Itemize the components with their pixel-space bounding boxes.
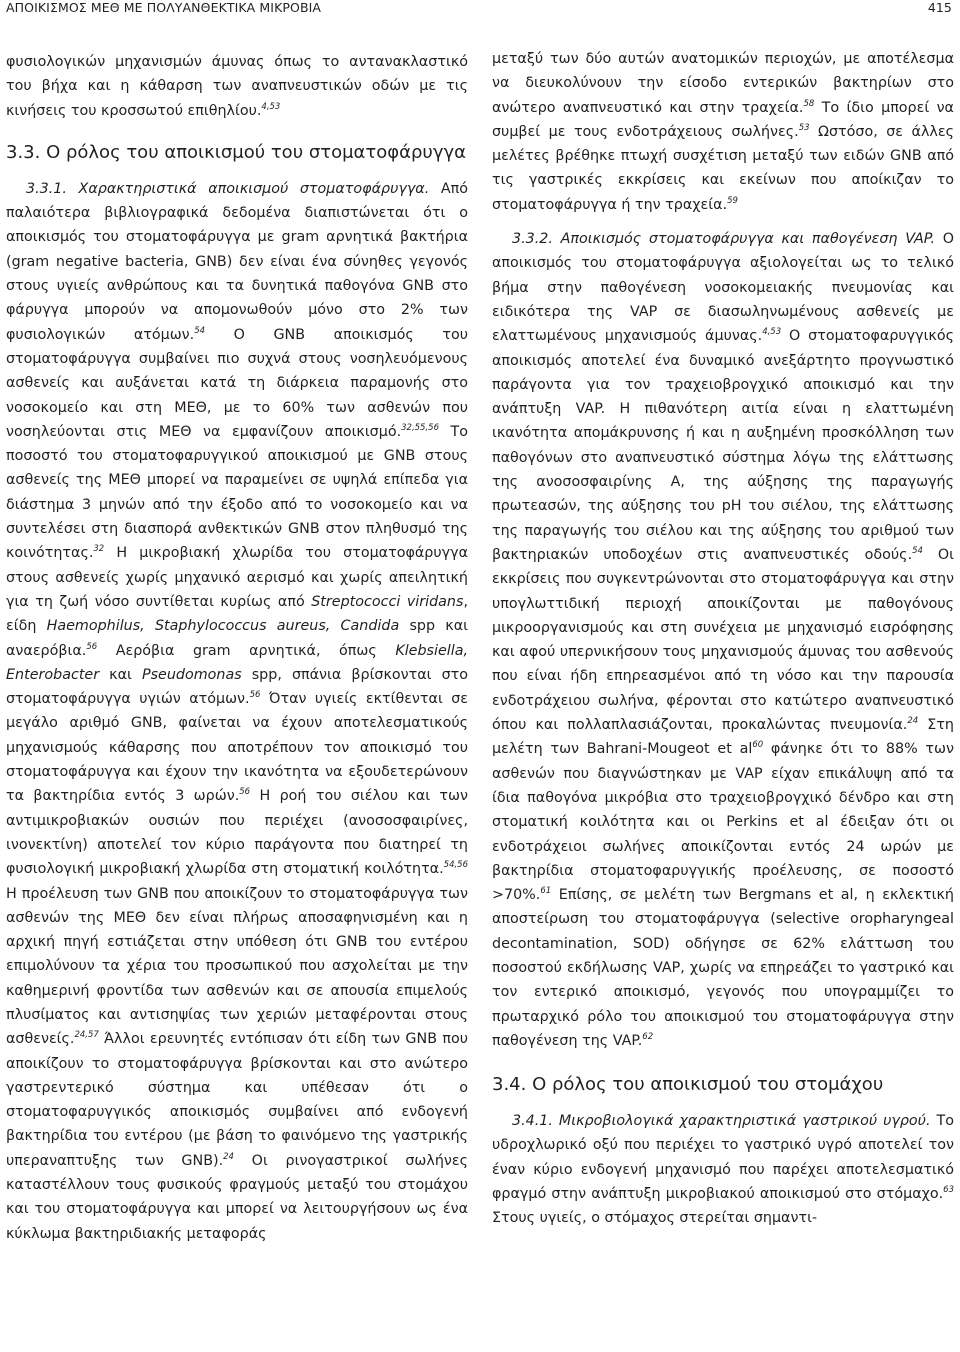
running-title: ΑΠΟΙΚΙΣΜΟΣ ΜΕΘ ΜΕ ΠΟΛΥΑΝΘΕΚΤΙΚΑ ΜΙΚΡΟΒΙΑ [6,0,322,15]
left-column [6,50,468,1246]
running-head [6,0,952,22]
subsection-heading: 3.3.2. Αποικισμός στοματοφάρυγγα και παθογένεση VAP. [512,231,935,248]
paragraph: φυσιολογικών μηχανισμών άμυνας όπως το αντανακλαστικό του βήχα και η κάθαρση των αναπνευστικών οδών με τις κινήσεις του κροσσωτού επιθηλίου.$^{4,53}$ [6,54,468,119]
subsection-heading: 3.4.1. Μικροβιολογικά χαρακτηριστικά γαστρικού υγρού. [512,1113,931,1130]
page-number: 415 [927,0,952,15]
section-heading: 3.3. Ο ρόλος του αποικισμού του στοματοφάρυγγα [6,141,467,163]
right-column [492,47,954,1231]
paragraph: 3.3.2. Αποικισμός στοματοφάρυγγα και παθογένεση VAP. Ο αποικισμός του στοματοφάρυγγα αξιολογείται ως το τελικό βήμα στην παθογένεση νοσοκομειακής πνευμονίας και ειδικότερα της VAP σε διασωληνωμένους ασθενείς με ελαττωμένους μηχανισμούς άμυνας.$^{4,53}$ Ο στοματοφαρυγγικός αποικισμός αποτελεί ένα δυναμικό ανεξάρτητο προγνωστικό παράγοντα για τον τραχειοβρογχικό αποικισμό και την ανάπτυξη VAP. Η πιθανότερη αιτία είναι η ελαττωμένη ικανότητα απομάκρυνσης ή και η αυξημένη προσκόλληση των παθογόνων στο αναπνευστικό σύστημα λόγω της ελάττωσης της ανοσοσφαιρίνης Α, της αύξησης της παραγωγής πρωτεασών, της αύξησης του pH του σιέλου, της ελάττωσης της παραγωγής του σιέλου και της αύξησης του αριθμού των βακτηριακών υποδοχέων στις αναπνευστικές οδούς.$^{54}$ Οι εκκρίσεις που συγκεντρώνονται στο στοματοφάρυγγα και στην υπογλωττιδική περιοχή αποικίζονται με παθογόνους μικροοργανισμούς και στη συνέχεια με μηχανισμό εισρόφησης και αφού υπερνικήσουν τους μηχανισμούς άμυνας του ασθενούς που είναι ήδη επηρεασμένοι από τη νόσο και την παρουσία ενδοτράχειου σωλήνα, φέρονται στο κατώτερο αναπνευστικό όπου και πολλαπλασιάζονται, προκαλώντας πνευμονία.$^{24}$ Στη μελέτη των Bahrani-Mougeot et $al^{60}$ φάνηκε ότι το 88% των ασθενών που διαγνώστηκαν με VAP είχαν επικάλυψη από τα ίδια παθογόνα μικρόβια στο τραχειοβρογχικό δένδρο και στη στοματική κοιλότητα και οι Perkins et al έδειξαν ότι οι ενδοτράχειοι σωλήνες αποικίζονται εντός 24 ωρών με βακτηρίδια στοματοφαρυγγικής προέλευσης, σε ποσοστό >70%.$^{61}$ Επίσης, σε μελέτη των Bergmans et al, η εκλεκτική αποστείρωση του στοματοφάρυγγα (selective oropharyngeal decontamination, SOD) οδήγησε σε 62% ελάττωση του ποσοστού εκδήλωσης VAP, χωρίς να επηρεάζει το γαστρικό και τον εντερικό αποικισμό, γεγονός που υπογραμμίζει το πρωταρχικό ρόλο του αποικισμού του στοματοφάρυγγα στην παθογένεση της VAP.$^{62}$ [492,231,955,1049]
subsection-heading: 3.3.1. Χαρακτηριστικά αποικισμού στοματοφάρυγγα. [26,180,430,197]
paragraph: 3.3.1. Χαρακτηριστικά αποικισμού στοματοφάρυγγα. Από παλαιότερα βιβλιογραφικά δεδομένα διαπιστώνεται ότι ο αποικισμός του στοματοφάρυγγα με gram αρνητικά βακτήρια (gram negative bacteria, GNB) δεν είναι ένα σύνηθες γεγονός στους υγιείς ανθρώπους και τα δυνητικά παθογόνα GNB στο φάρυγγα μπορούν να απομονωθούν μόνο στο 2% των φυσιολογικών ατόμων.$^{54}$ Ο GNB αποικισμός του στοματοφάρυγγα συμβαίνει πιο συχνά στους νοσηλευόμενους ασθενείς και αυξάνεται κατά τη διάρκεια παραμονής στο νοσοκομείο και στη ΜΕΘ, με το 60% των ασθενών που νοσηλεύονται στις ΜΕΘ να εμφανίζουν αποικισμό.$^{32,55,56}$ Το ποσοστό του στοματοφαρυγγικού αποικισμού με GNB στους ασθενείς της ΜΕΘ μπορεί να παραμείνει σε υψηλά επίπεδα για διάστημα 3 μηνών από την έξοδο από το νοσοκομείο και να συντελέσει στη διασπορά ανθεκτικών GNB στον πληθυσμό της κοινότητας.$^{32}$ Η μικροβιακή χλωρίδα του στοματοφάρυγγα στους ασθενείς χωρίς μηχανικό αερισμό και χωρίς απειλητική για τη ζωή νόσο συντίθεται κυρίως από Streptococci viridans, είδη Haemophilus, Staphylococcus aureus, Candida spp και αναερόβια.$^{56}$ Αερόβια gram αρνητικά, όπως Klebsiella, Enterobacter και Pseudomonas spp, σπάνια βρίσκονται στο στοματοφάρυγγα υγιών ατόμων.$^{56}$ Όταν υγιείς εκτίθενται σε μεγάλο αριθμό GNB, φαίνεται να έχουν αποτελεσματικούς μηχανισμούς κάθαρσης που αποτρέπουν τον αποικισμό του στοματοφάρυγγα και έχουν την ικανότητα να εξουδετερώνουν τα βακτηρίδια εντός 3 ωρών.$^{56}$ Η ροή του σιέλου και των αντιμικροβιακών ουσιών που περιέχει (ανοσοσφαιρίνες, ινονεκτίνη) αποτελεί τον κύριο παράγοντα που διατηρεί τη φυσιολογική μικροβιακή χλωρίδα στη στοματική κοιλότητα.$^{54,56}$ Η προέλευση των GNB που αποικίζουν το στοματοφάρυγγα των ασθενών της ΜΕΘ δεν είναι πλήρως αποσαφηνισμένη και η αρχική πηγή εστιάζεται στην υπόθεση ότι GNB του εντέρου επιμολύνουν τα χέρια του προσωπικού που ασχολείται με την καθημερινή φροντίδα των ασθενών και σε απουσία επιμελούς πλυσίματος και αντισηψίας των χεριών μεταφέρονται στους ασθενείς.$^{24,57}$ Άλλοι ερευνητές εντόπισαν ότι είδη των GNB που αποικίζουν το στοματοφάρυγγα βρίσκονται και στο ανώτερο γαστρεντερικό σύστημα και υπέθεσαν ότι ο στοματοφαρυγγικός αποικισμός συμβαίνει από ενδογενή βακτηρίδια του εντέρου (με βάση το φαινόμενο της γαστρικής υπεραναπτυξης των GNB).$^{24}$ Οι ρινογαστρικοί σωλήνες καταστέλλουν τους φυσικούς φραγμούς μεταξύ του στομάχου και του στοματοφάρυγγα και μπορεί να λειτουργήσουν ως ένα κύκλωμα βακτηριδιακής μεταφοράς [6,180,469,1242]
paragraph: 3.4.1. Μικροβιολογικά χαρακτηριστικά γαστρικού υγρού. Το υδροχλωρικό οξύ που περιέχει το γαστρικό υγρό αποτελεί τον έναν κύριο ενδογενή μηχανισμό που παρέχει αποτελεσματικό φραγμό στην ανάπτυξη μικροβιακού αποικισμού στο στόμαχο.$^{63}$ Στους υγιείς, ο στόμαχος στερείται σημαντι- [492,1113,954,1227]
section-heading: 3.4. Ο ρόλος του αποικισμού του στομάχου [492,1074,884,1096]
paragraph: μεταξύ των δύο αυτών ανατομικών περιοχών, με αποτέλεσμα να διευκολύνουν την είσοδο εντερικών βακτηρίων στο ανώτερο αναπνευστικό και στην τραχεία.$^{58}$ Το ίδιο μπορεί να συμβεί με τους ενδοτράχειους σωλήνες.$^{53}$ Ωστόσο, σε άλλες μελέτες βρέθηκε πτωχή συσχέτιση μεταξύ των ειδών GNB από τις γαστρικές εκκρίσεις και εκείνων που αποίκιζαν το στοματοφάρυγγα ή την τραχεία.$^{59}$ [492,51,954,213]
